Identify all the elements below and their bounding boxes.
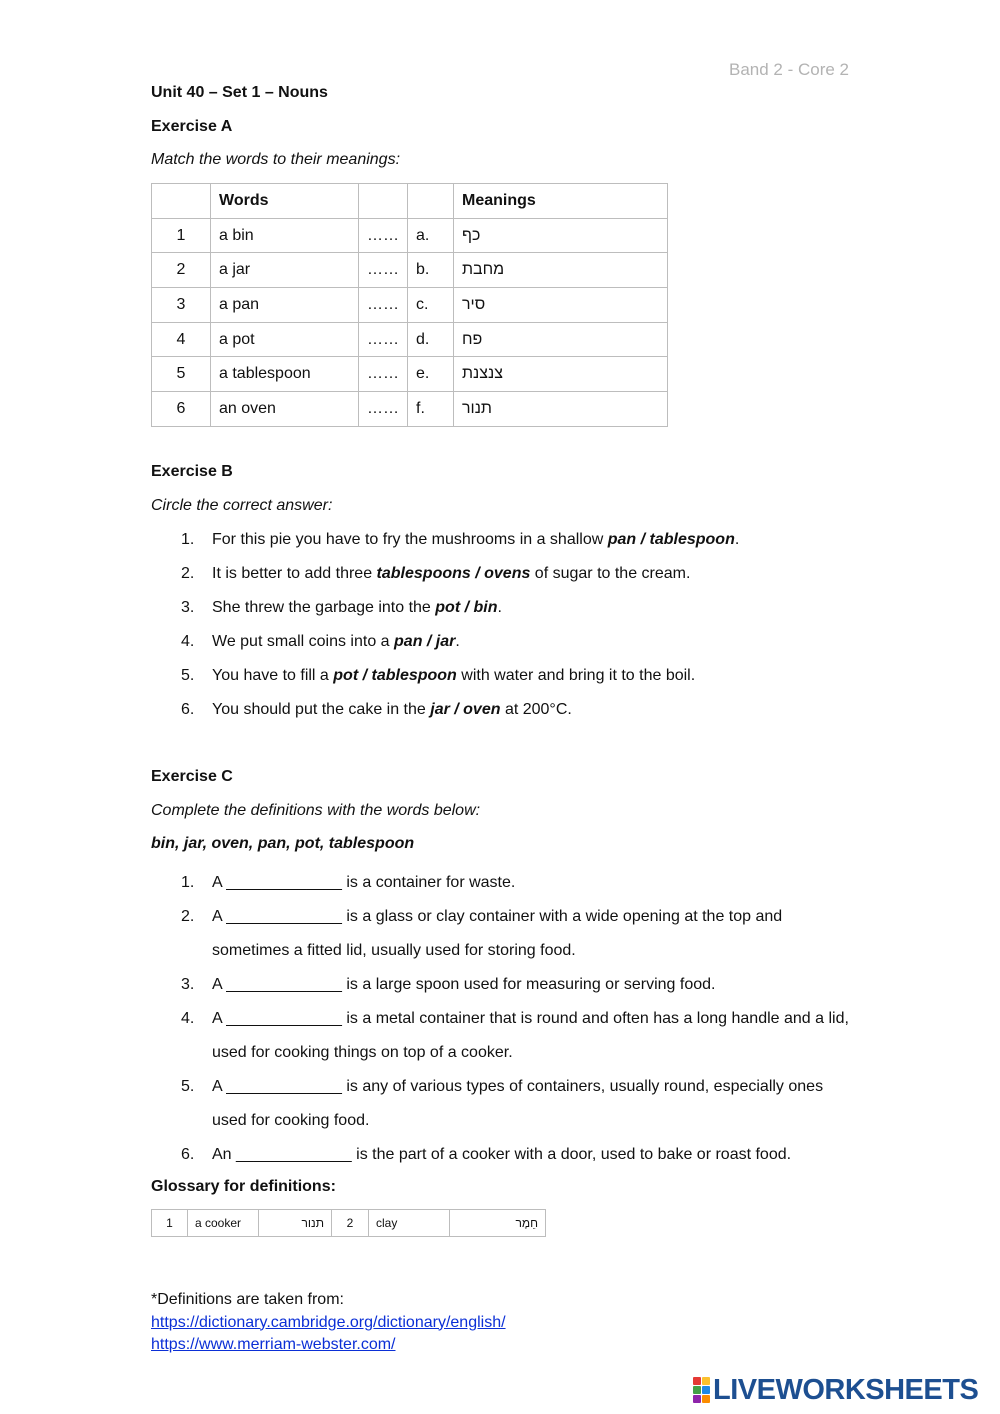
- item-number: 2.: [181, 565, 195, 582]
- band-label: Band 2 - Core 2: [728, 60, 849, 79]
- table-row: [152, 253, 668, 288]
- sentence-text: with water and bring it to the boil.: [456, 667, 696, 684]
- logo-mark-icon: [693, 1377, 710, 1403]
- word-cell: a tablespoon: [211, 357, 359, 392]
- merriam-webster-link[interactable]: https://www.merriam-webster.com/: [151, 1336, 396, 1353]
- answer-blank[interactable]: ……: [359, 322, 408, 357]
- answer-blank[interactable]: ……: [359, 288, 408, 323]
- glossary-heading: Glossary for definitions:: [151, 1178, 336, 1195]
- matching-table-header: [152, 184, 668, 219]
- meaning-letter: e.: [408, 357, 454, 392]
- row-number: 2: [152, 253, 211, 288]
- sentence-text: You have to fill a: [212, 667, 334, 684]
- word-cell: an oven: [211, 392, 359, 427]
- meaning-cell: תנור: [462, 399, 492, 417]
- list-item: [151, 1002, 851, 1070]
- definition-text: A _____________ is any of various types of containers, usually round, especially ones used for cooking food.: [212, 1078, 824, 1129]
- page-title: Unit 40 – Set 1 – Nouns: [151, 84, 328, 101]
- definition-text: A _____________ is a glass or clay container with a wide opening at the top and sometimes a fitted lid, usually used for storing food.: [212, 908, 783, 959]
- item-number: 5.: [181, 1078, 195, 1095]
- word-cell: a bin: [211, 218, 359, 253]
- sentence-text: .: [734, 531, 740, 548]
- meaning-letter: f.: [408, 392, 454, 427]
- sentence-text: She threw the garbage into the: [212, 599, 436, 616]
- answer-blank[interactable]: ……: [359, 253, 408, 288]
- logo-text: LIVEWORKSHEETS: [713, 1373, 979, 1406]
- answer-options[interactable]: pan / jar: [394, 633, 456, 650]
- exercise-c-heading: Exercise C: [151, 768, 233, 785]
- list-item: [151, 557, 739, 591]
- item-number: 6.: [181, 701, 195, 718]
- answer-blank[interactable]: ……: [359, 218, 408, 253]
- definition-text: A _____________ is a container for waste.: [212, 874, 516, 891]
- meaning-cell: מחבת: [462, 261, 505, 279]
- meaning-cell: צנצנת: [462, 365, 503, 383]
- answer-options[interactable]: tablespoons / ovens: [376, 565, 531, 582]
- sentence-text: We put small coins into a: [212, 633, 395, 650]
- glossary-term: a cooker: [188, 1210, 259, 1237]
- row-number: 3: [152, 288, 211, 323]
- item-number: 4.: [181, 633, 195, 650]
- list-item: [151, 1070, 851, 1138]
- meaning-letter: b.: [408, 253, 454, 288]
- words-column-header: Words: [211, 184, 359, 219]
- meaning-letter: c.: [408, 288, 454, 323]
- word-cell: a pan: [211, 288, 359, 323]
- answer-options[interactable]: pot / bin: [435, 599, 498, 616]
- list-item: [151, 591, 739, 625]
- list-item: [151, 900, 851, 968]
- item-number: 3.: [181, 976, 195, 993]
- item-number: 4.: [181, 1010, 195, 1027]
- exercise-b-heading: Exercise B: [151, 463, 233, 480]
- table-row: [152, 218, 668, 253]
- definition-text: An _____________ is the part of a cooker with a door, used to bake or roast food.: [212, 1146, 792, 1163]
- list-item: [151, 625, 739, 659]
- meaning-letter: d.: [408, 322, 454, 357]
- cambridge-link[interactable]: https://dictionary.cambridge.org/dictionary/english/: [151, 1313, 506, 1331]
- item-number: 1.: [181, 874, 195, 891]
- item-number: 3.: [181, 599, 195, 616]
- glossary-number: 1: [152, 1210, 188, 1237]
- exercise-c-list: [151, 866, 851, 1172]
- definition-text: A _____________ is a large spoon used for measuring or serving food.: [212, 976, 716, 993]
- sentence-text: You should put the cake in the: [212, 701, 431, 718]
- sentence-text: It is better to add three: [212, 565, 377, 582]
- glossary-translation: חֵמָר: [450, 1210, 546, 1237]
- meaning-cell: סיר: [462, 295, 486, 313]
- sentence-text: .: [455, 633, 460, 650]
- row-number: 5: [152, 357, 211, 392]
- answer-options[interactable]: pot / tablespoon: [333, 667, 457, 684]
- meaning-letter: a.: [408, 218, 454, 253]
- matching-table: [151, 183, 668, 427]
- sources-section: [151, 1289, 506, 1357]
- table-row: [152, 322, 668, 357]
- item-number: 6.: [181, 1146, 195, 1163]
- sentence-text: of sugar to the cream.: [530, 565, 691, 582]
- row-number: 6: [152, 392, 211, 427]
- table-row: [152, 288, 668, 323]
- table-row: [152, 1210, 546, 1237]
- answer-options[interactable]: jar / oven: [430, 701, 501, 718]
- glossary-term: clay: [369, 1210, 450, 1237]
- glossary-translation: תנור: [259, 1210, 332, 1237]
- exercise-a-instruction: Match the words to their meanings:: [151, 151, 401, 168]
- answer-blank[interactable]: ……: [359, 357, 408, 392]
- list-item: [151, 693, 739, 727]
- exercise-c-instruction: Complete the definitions with the words below:: [151, 802, 481, 819]
- meanings-column-header: Meanings: [454, 184, 668, 219]
- word-bank: bin, jar, oven, pan, pot, tablespoon: [151, 835, 415, 852]
- list-item: [151, 968, 851, 1002]
- meaning-cell: כף: [462, 226, 481, 244]
- sentence-text: For this pie you have to fry the mushrooms in a shallow: [212, 531, 608, 548]
- table-row: [152, 392, 668, 427]
- list-item: [151, 866, 851, 900]
- table-row: [152, 357, 668, 392]
- exercise-a-heading: Exercise A: [151, 118, 233, 135]
- list-item: [151, 523, 739, 557]
- exercise-b-instruction: Circle the correct answer:: [151, 497, 333, 514]
- item-number: 2.: [181, 908, 195, 925]
- answer-options[interactable]: pan / tablespoon: [607, 531, 735, 548]
- liveworksheets-logo[interactable]: [693, 1374, 978, 1406]
- sentence-text: at 200°C.: [500, 701, 572, 718]
- list-item: [151, 659, 739, 693]
- row-number: 4: [152, 322, 211, 357]
- definition-text: A _____________ is a metal container that is round and often has a long handle and a lid, used for cooking things on top of a cooker.: [212, 1010, 849, 1061]
- sentence-text: .: [497, 599, 502, 616]
- row-number: 1: [152, 218, 211, 253]
- list-item: [151, 1138, 851, 1172]
- word-cell: a pot: [211, 322, 359, 357]
- meaning-cell: פח: [462, 330, 483, 348]
- exercise-b-list: [151, 523, 739, 727]
- answer-blank[interactable]: ……: [359, 392, 408, 427]
- glossary-table: [151, 1209, 546, 1237]
- sources-note: *Definitions are taken from:: [151, 1291, 344, 1308]
- glossary-number: 2: [332, 1210, 369, 1237]
- item-number: 1.: [181, 531, 195, 548]
- word-cell: a jar: [211, 253, 359, 288]
- item-number: 5.: [181, 667, 195, 684]
